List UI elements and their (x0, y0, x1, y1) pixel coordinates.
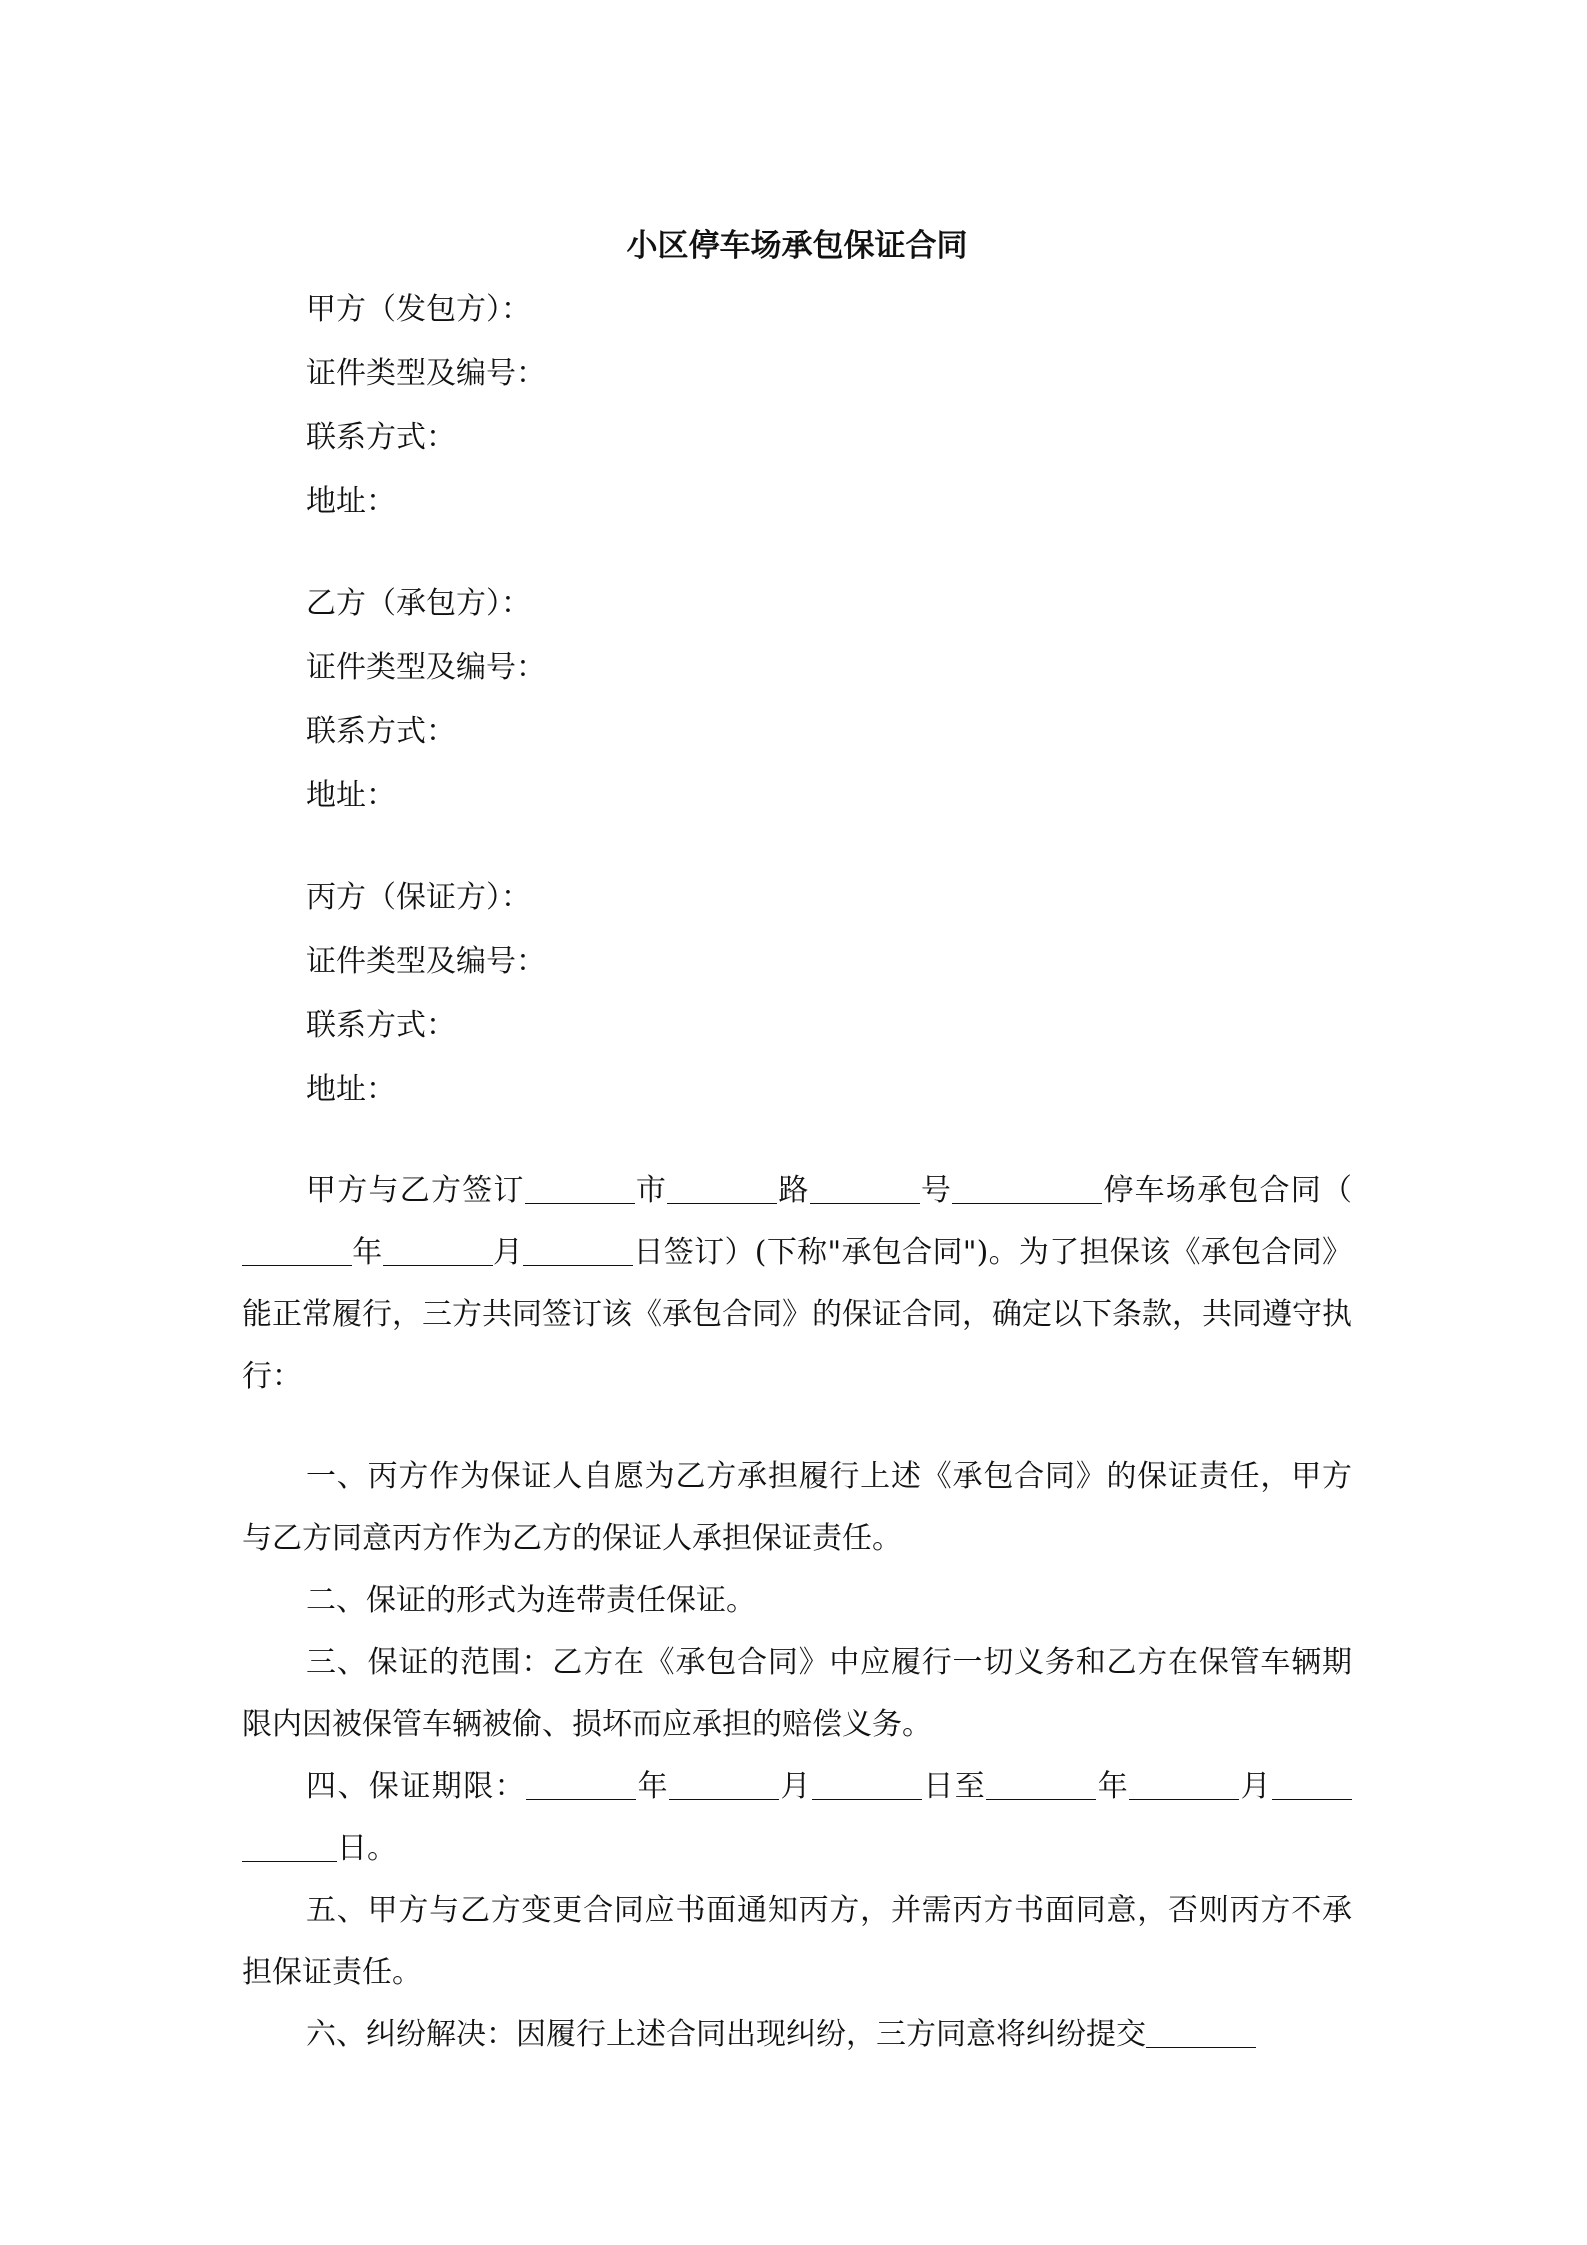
clause-6 (242, 2004, 1352, 2066)
end-day-blank-part2 (242, 1827, 337, 1862)
sign-month-blank (383, 1231, 493, 1266)
party-a-contact-label: 联系方式： (306, 420, 456, 455)
party-c-block (242, 866, 1352, 1122)
spacer (242, 1122, 1352, 1160)
party-b-address-label: 地址： (306, 778, 396, 813)
clause-4-text: 四、保证期限： (306, 1769, 527, 1804)
preamble-text: 年 (352, 1235, 383, 1270)
contract-title: 小区停车场承包保证合同 (626, 228, 968, 264)
clause-6-text: 六、纠纷解决：因履行上述合同出现纠纷，三方同意将纠纷提交 (306, 2017, 1146, 2052)
clause-2: 二、保证的形式为连带责任保证。 (306, 1583, 756, 1618)
arbitration-blank (1146, 2013, 1256, 2048)
preamble-text: 停车场承包合同（ (1102, 1173, 1353, 1208)
party-b-contact-label: 联系方式： (306, 714, 456, 749)
party-b-heading: 乙方（承包方）： (306, 586, 531, 621)
contract-body (242, 214, 1352, 2066)
clause-4-text: 年 (636, 1769, 670, 1804)
number-blank (810, 1169, 920, 1204)
clause-1: 一、丙方作为保证人自愿为乙方承担履行上述《承包合同》的保证责任，甲方与乙方同意丙方作为乙方的保证人承担保证责任。 (242, 1459, 1352, 1556)
party-c-heading: 丙方（保证方）： (306, 880, 531, 915)
road-blank (667, 1169, 777, 1204)
preamble-text: 月 (492, 1235, 524, 1270)
start-day-blank (812, 1765, 922, 1800)
clause-4 (242, 1756, 1352, 1880)
end-day-blank-part1 (1272, 1765, 1352, 1800)
party-a-heading: 甲方（发包方）： (306, 292, 531, 327)
preamble-text: 路 (777, 1173, 810, 1208)
preamble-text: 市 (634, 1173, 668, 1208)
spacer (242, 534, 1352, 572)
preamble-text: 日签订）(下称"承包合同")。为了担保该《承包合同》能正常履行，三方共同签订该《承包合同》的保证合同，确定以下条款，共同遵守执行： (242, 1235, 1353, 1394)
start-year-blank (526, 1765, 636, 1800)
preamble-text: 号 (919, 1173, 953, 1208)
party-a-address-label: 地址： (306, 484, 396, 519)
end-year-blank (986, 1765, 1096, 1800)
party-c-id-label: 证件类型及编号： (306, 944, 546, 979)
party-a-id-label: 证件类型及编号： (306, 356, 546, 391)
preamble-text: 甲方与乙方签订 (306, 1173, 525, 1208)
clause-4-text: 日至 (921, 1769, 987, 1804)
end-month-blank (1129, 1765, 1239, 1800)
clause-4-text: 年 (1096, 1769, 1130, 1804)
spacer (242, 828, 1352, 866)
start-month-blank (669, 1765, 779, 1800)
parking-lot-blank (952, 1169, 1102, 1204)
party-a-block (242, 278, 1352, 534)
city-blank (525, 1169, 635, 1204)
party-b-id-label: 证件类型及编号： (306, 650, 546, 685)
clause-3: 三、保证的范围：乙方在《承包合同》中应履行一切义务和乙方在保管车辆期限内因被保管车辆被偷、损坏而应承担的赔偿义务。 (242, 1645, 1352, 1742)
party-c-address-label: 地址： (306, 1072, 396, 1107)
party-c-contact-label: 联系方式： (306, 1008, 456, 1043)
preamble-paragraph (242, 1160, 1352, 1408)
sign-year-blank (242, 1231, 352, 1266)
clause-5: 五、甲方与乙方变更合同应书面通知丙方，并需丙方书面同意，否则丙方不承担保证责任。 (242, 1893, 1352, 1990)
clause-4-text: 月 (1239, 1769, 1273, 1804)
clause-4-text: 日。 (337, 1831, 397, 1866)
party-b-block (242, 572, 1352, 828)
spacer (242, 1408, 1352, 1446)
sign-day-blank (523, 1231, 633, 1266)
clause-4-text: 月 (779, 1769, 812, 1804)
